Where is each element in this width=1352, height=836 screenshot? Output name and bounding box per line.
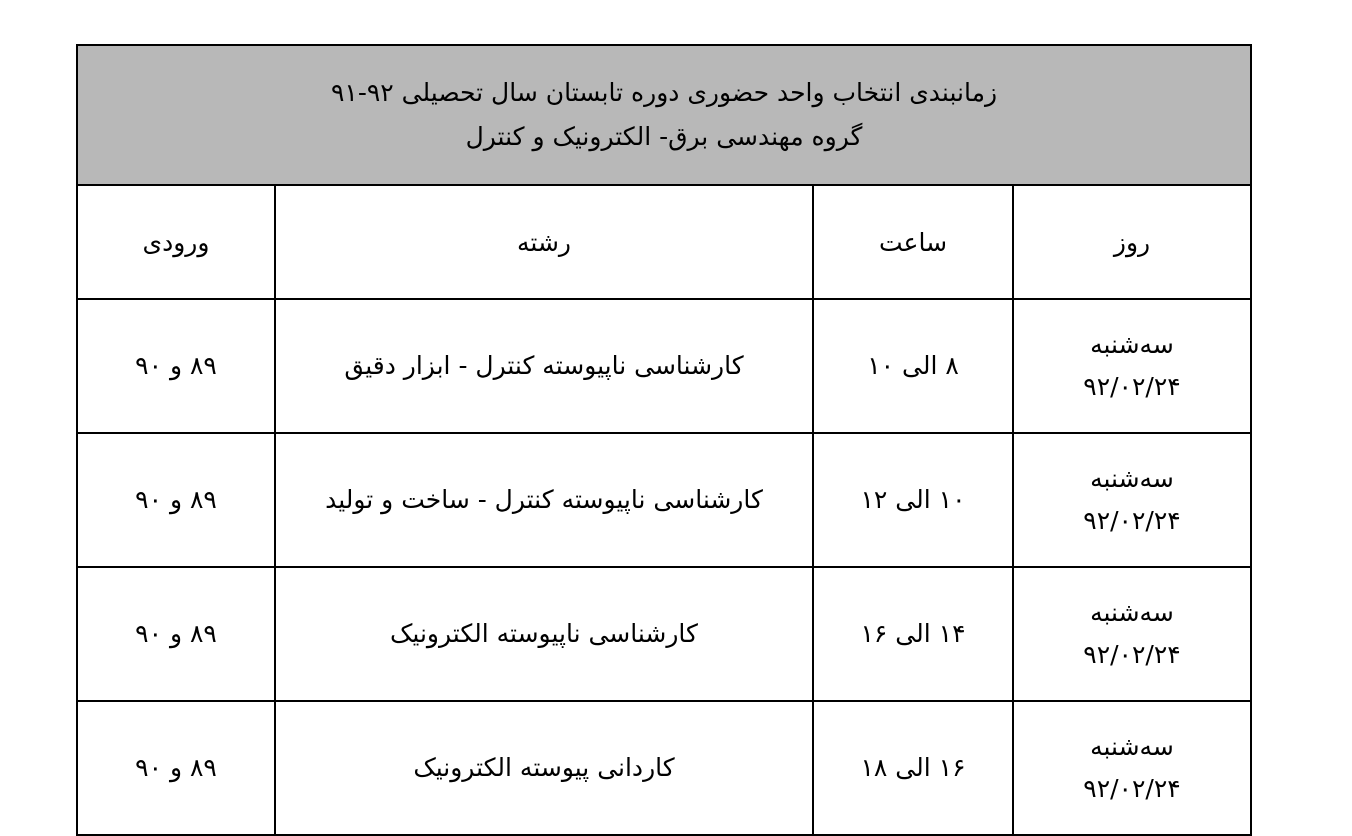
- day-date: ۹۲/۰۲/۲۴: [1083, 506, 1181, 535]
- cell-entry: ۸۹ و ۹۰: [77, 299, 275, 433]
- title-line-1: زمانبندی انتخاب واحد حضوری دوره تابستان سال تحصیلی ۹۲-۹۱: [330, 78, 998, 108]
- title-row: [77, 45, 1251, 185]
- cell-time: ۱۴ الی ۱۶: [813, 567, 1013, 701]
- table-header-row: [77, 185, 1251, 299]
- day-name: سه‌شنبه: [1090, 597, 1174, 627]
- cell-entry: ۸۹ و ۹۰: [77, 567, 275, 701]
- day-name: سه‌شنبه: [1090, 731, 1174, 761]
- cell-time: ۱۶ الی ۱۸: [813, 701, 1013, 835]
- cell-day: [1013, 299, 1251, 433]
- day-date: ۹۲/۰۲/۲۴: [1083, 774, 1181, 803]
- cell-entry: ۸۹ و ۹۰: [77, 433, 275, 567]
- schedule-table-container: [78, 44, 1252, 836]
- column-header-major: رشته: [275, 185, 813, 299]
- day-date: ۹۲/۰۲/۲۴: [1083, 640, 1181, 669]
- cell-major: کارشناسی ناپیوسته کنترل - ابزار دقیق: [275, 299, 813, 433]
- cell-time: ۸ الی ۱۰: [813, 299, 1013, 433]
- day-date: ۹۲/۰۲/۲۴: [1083, 372, 1181, 401]
- title-line-2: گروه مهندسی برق- الکترونیک و کنترل: [465, 122, 863, 151]
- cell-major: کارشناسی ناپیوسته کنترل - ساخت و تولید: [275, 433, 813, 567]
- column-header-day: روز: [1013, 185, 1251, 299]
- document-title: [77, 45, 1251, 185]
- cell-major: کاردانی پیوسته الکترونیک: [275, 701, 813, 835]
- cell-time: ۱۰ الی ۱۲: [813, 433, 1013, 567]
- day-name: سه‌شنبه: [1090, 329, 1174, 359]
- column-header-time: ساعت: [813, 185, 1013, 299]
- cell-major: کارشناسی ناپیوسته الکترونیک: [275, 567, 813, 701]
- table-row: [77, 433, 1251, 567]
- day-name: سه‌شنبه: [1090, 463, 1174, 493]
- cell-entry: ۸۹ و ۹۰: [77, 701, 275, 835]
- cell-day: [1013, 567, 1251, 701]
- cell-day: [1013, 433, 1251, 567]
- schedule-table: [76, 44, 1252, 836]
- cell-day: [1013, 701, 1251, 835]
- table-row: [77, 567, 1251, 701]
- column-header-entry: ورودی: [77, 185, 275, 299]
- table-row: [77, 299, 1251, 433]
- table-row: [77, 701, 1251, 835]
